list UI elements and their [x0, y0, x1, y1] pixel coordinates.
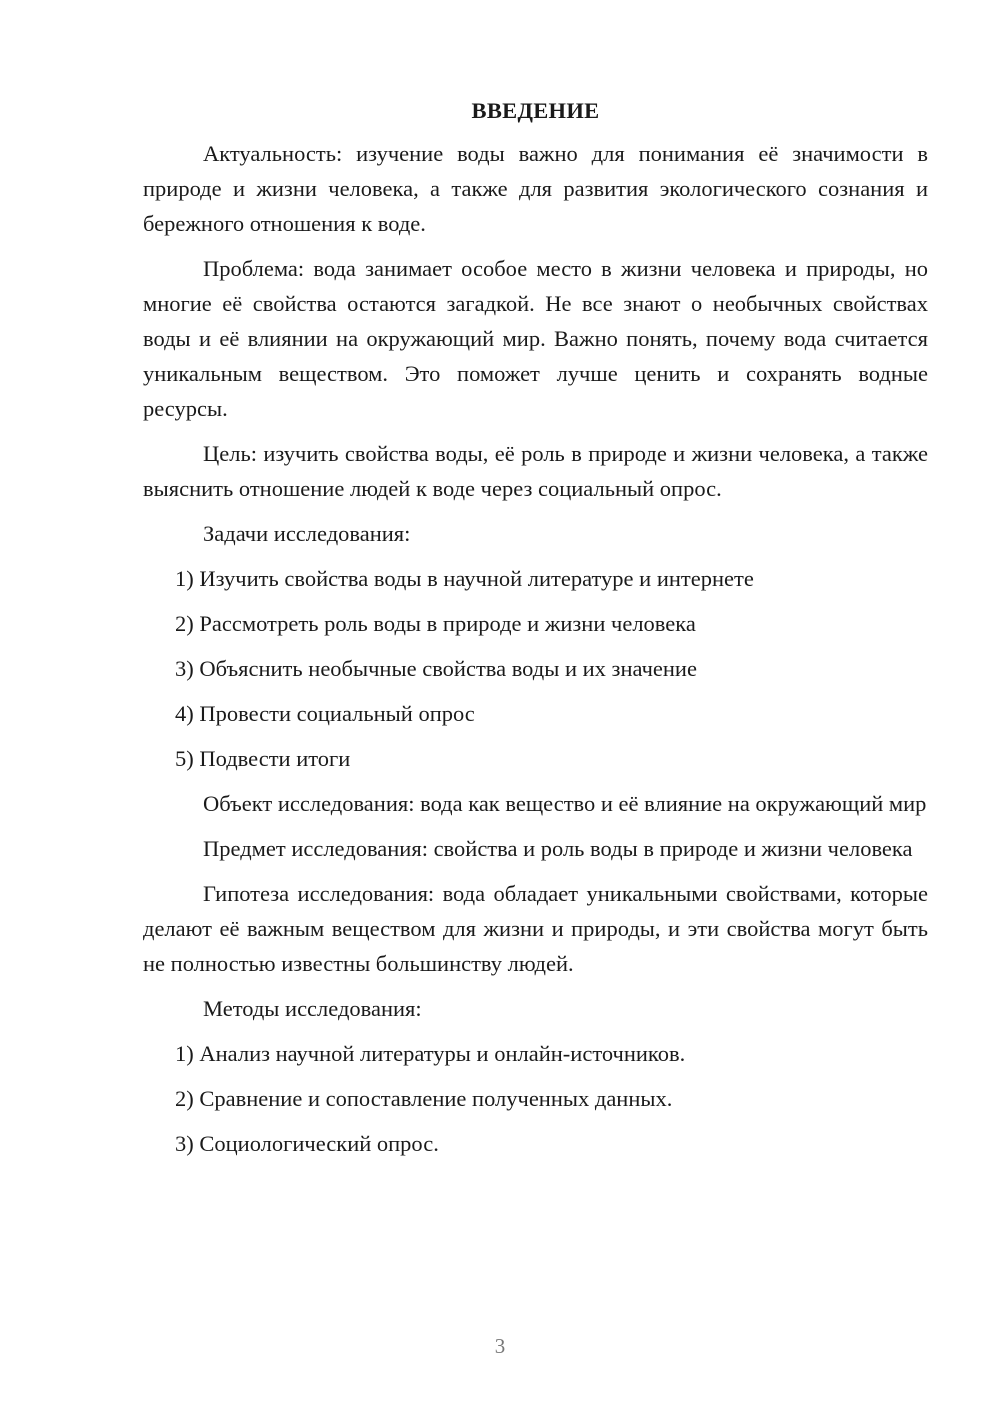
list-item: 1) Изучить свойства воды в научной литературе и интернете [175, 566, 754, 591]
subject-paragraph: Предмет исследования: свойства и роль воды в природе и жизни человека [203, 836, 913, 861]
list-item: 1) Анализ научной литературы и онлайн-источников. [175, 1041, 686, 1066]
relevance-paragraph: Актуальность: изучение воды важно для понимания её значимости в природе и жизни человека, а также для развития экологического сознания и бережного отношения к воде. [143, 141, 928, 236]
methods-list [143, 1036, 928, 1161]
list-item: 5) Подвести итоги [175, 746, 351, 771]
list-item: 3) Социологический опрос. [175, 1131, 439, 1156]
tasks-list [143, 561, 928, 776]
hypothesis-paragraph: Гипотеза исследования: вода обладает уникальными свойствами, которые делают её важным веществом для жизни и природы, и эти свойства могут быть не полностью известны большинству людей. [143, 881, 928, 976]
list-item: 2) Рассмотреть роль воды в природе и жизни человека [175, 611, 696, 636]
tasks-intro: Задачи исследования: [203, 521, 411, 546]
page-title: ВВЕДЕНИЕ [471, 98, 600, 123]
page-number: 3 [494, 1334, 506, 1358]
page-content [143, 96, 928, 1171]
list-item: 4) Провести социальный опрос [175, 701, 475, 726]
list-item: 3) Объяснить необычные свойства воды и их значение [175, 656, 697, 681]
object-paragraph: Объект исследования: вода как вещество и её влияние на окружающий мир [203, 791, 927, 816]
problem-paragraph: Проблема: вода занимает особое место в жизни человека и природы, но многие её свойства остаются загадкой. Не все знают о необычных свойствах воды и её влиянии на окружающий мир. Важно понять, почему вода считается уникальным веществом. Это поможет лучше ценить и сохранять водные ресурсы. [143, 256, 928, 421]
methods-intro: Методы исследования: [203, 996, 422, 1021]
goal-paragraph: Цель: изучить свойства воды, её роль в природе и жизни человека, а также выяснить отношение людей к воде через социальный опрос. [143, 441, 928, 501]
list-item: 2) Сравнение и сопоставление полученных данных. [175, 1086, 673, 1111]
